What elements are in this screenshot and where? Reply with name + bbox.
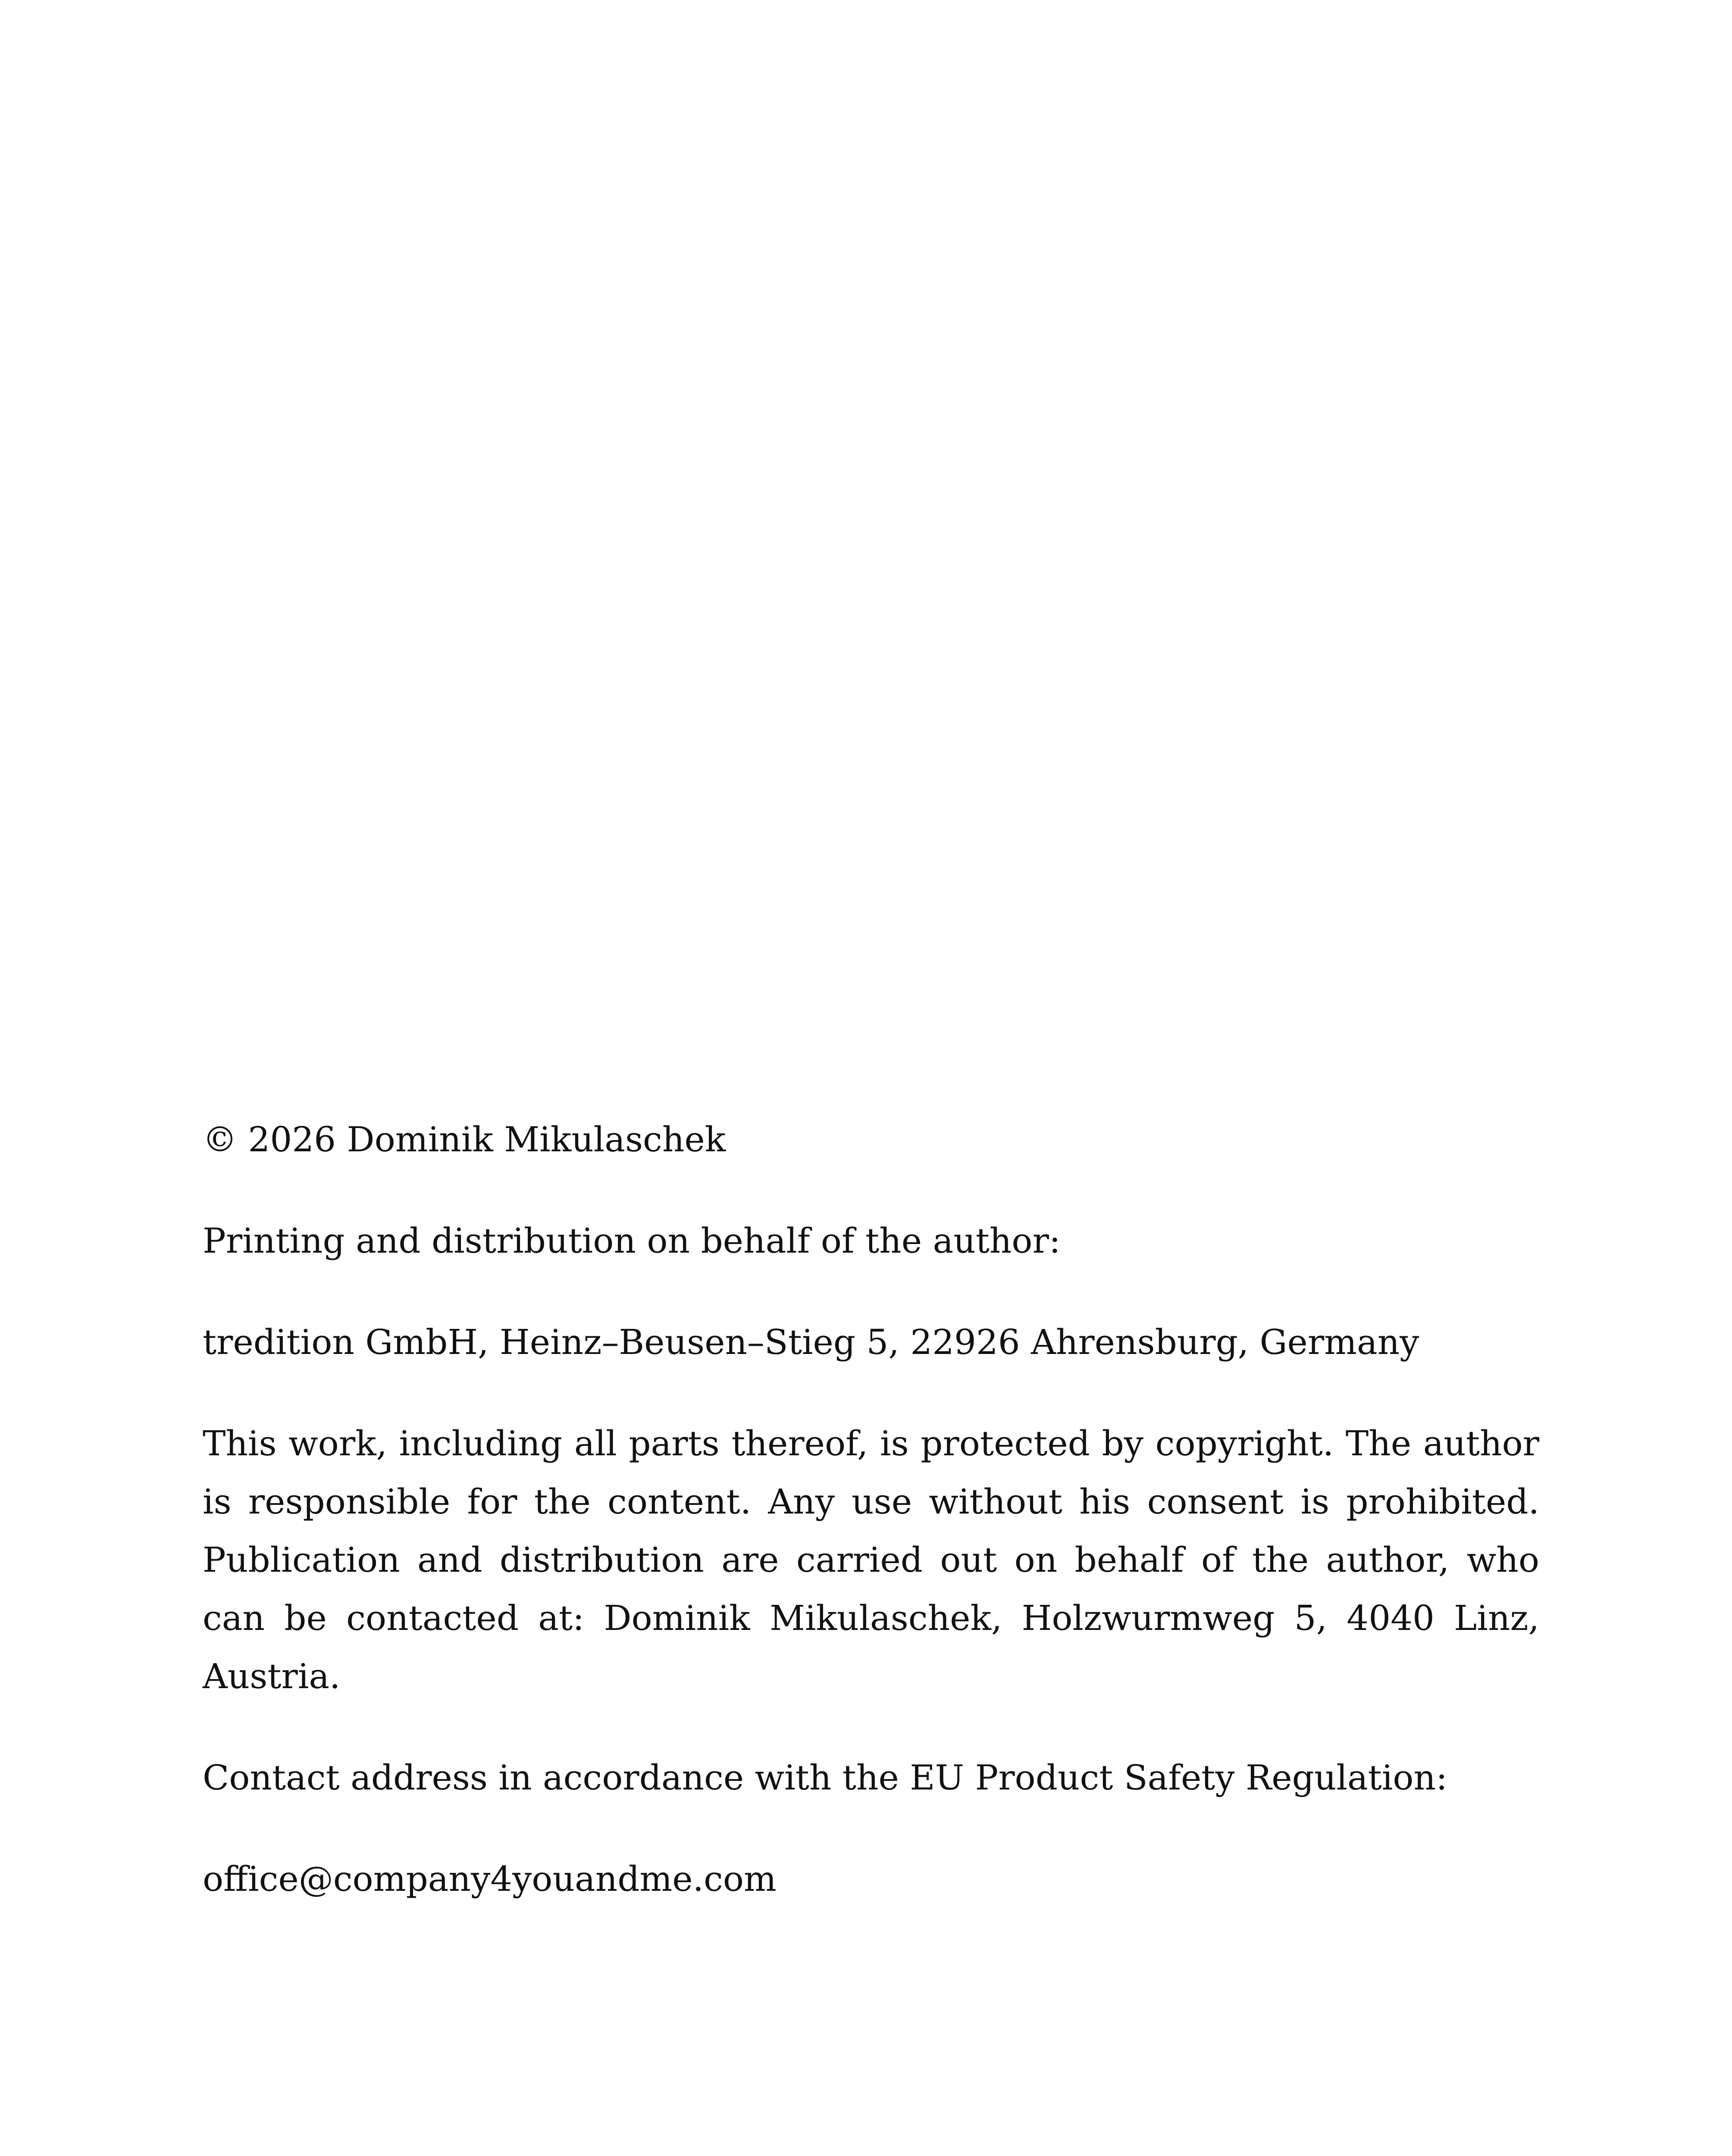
eu-contact-heading: Contact address in accordance with the EU Product Safety Regulation: <box>203 1758 1448 1798</box>
printing-heading: Printing and distribution on behalf of the author: <box>203 1221 1061 1261</box>
publisher-address: tredition GmbH, Heinz–Beusen–Stieg 5, 22926 Ahrensburg, Germany <box>203 1322 1419 1362</box>
copyright-notice: This work, including all parts thereof, is protected by copyright. The author is responsible for the content. Any use without his consent is prohibited. Publication and distribution are carried out on behalf of the author, who can be contacted at: Dominik Mikulaschek, Holzwurmweg 5, 4040 Linz, Austria. <box>203 1423 1539 1696</box>
copyright-line: © 2026 Dominik Mikulaschek <box>203 1119 726 1159</box>
imprint-block <box>203 1110 1539 1908</box>
contact-email: office@company4youandme.com <box>203 1859 777 1899</box>
